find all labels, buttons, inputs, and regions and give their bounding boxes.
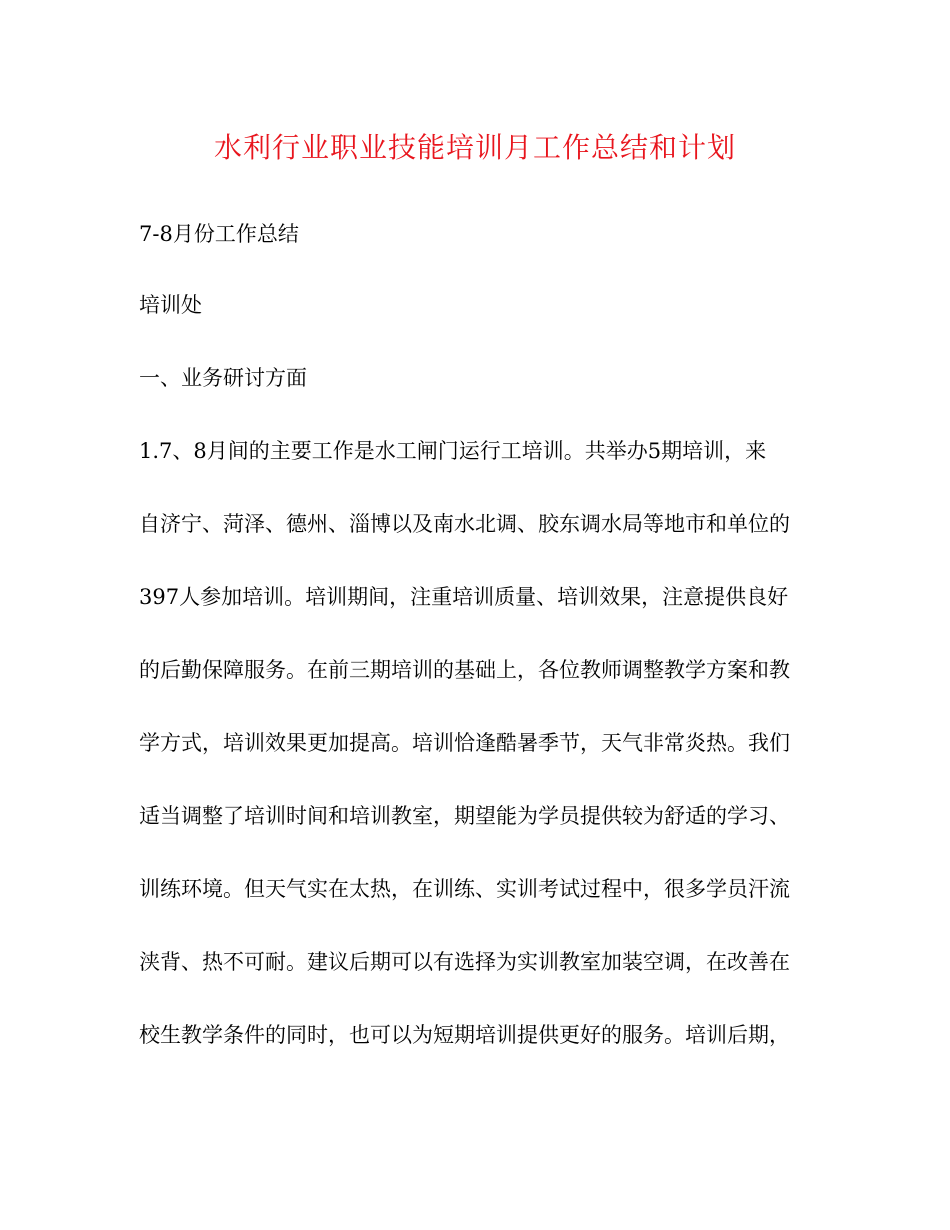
paragraph-line: 自济宁、菏泽、德州、淄博以及南水北调、胶东调水局等地市和单位的 bbox=[139, 512, 790, 536]
section-heading-business: 一、业务研讨方面 bbox=[139, 366, 307, 390]
paragraph-line: 浃背、热不可耐。建议后期可以有选择为实训教室加装空调，在改善在 bbox=[139, 950, 790, 974]
department-label: 培训处 bbox=[139, 293, 202, 317]
paragraph-line: 训练环境。但天气实在太热，在训练、实训考试过程中，很多学员汗流 bbox=[139, 877, 790, 901]
paragraph-line: 1.7、8月间的主要工作是水工闸门运行工培训。共举办5期培训，来 bbox=[139, 439, 767, 463]
section-heading-period: 7-8月份工作总结 bbox=[139, 222, 299, 246]
paragraph-line: 学方式，培训效果更加提高。培训恰逢酷暑季节，天气非常炎热。我们 bbox=[139, 731, 790, 755]
paragraph-line: 的后勤保障服务。在前三期培训的基础上，各位教师调整教学方案和教 bbox=[139, 658, 790, 682]
paragraph-line: 397人参加培训。培训期间，注重培训质量、培训效果，注意提供良好 bbox=[139, 585, 789, 609]
paragraph-line: 校生教学条件的同时，也可以为短期培训提供更好的服务。培训后期， bbox=[139, 1023, 790, 1047]
paragraph-line: 适当调整了培训时间和培训教室，期望能为学员提供较为舒适的学习、 bbox=[139, 804, 790, 828]
document-title: 水利行业职业技能培训月工作总结和计划 bbox=[213, 131, 736, 164]
